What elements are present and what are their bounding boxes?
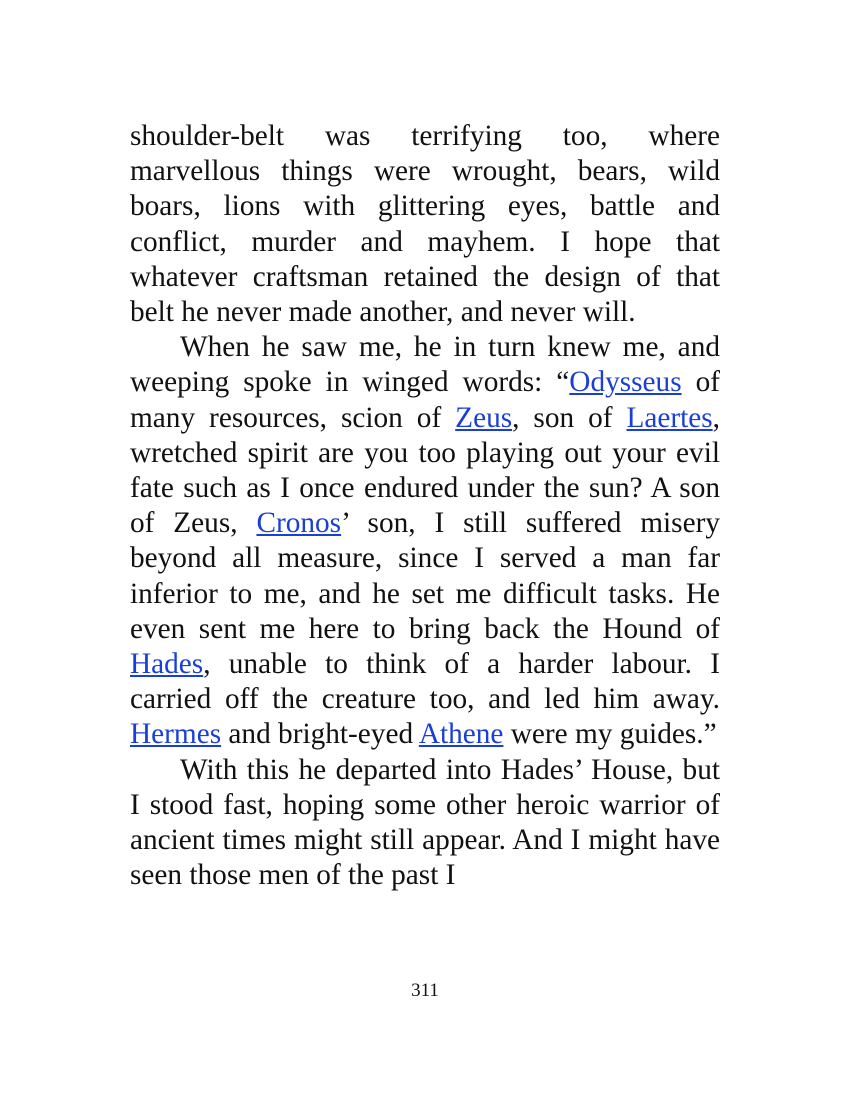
text-run: of many resources, scion of [130, 366, 720, 434]
link-cronos[interactable]: Cronos [256, 507, 342, 540]
link-hermes[interactable]: Hermes [130, 718, 222, 751]
link-zeus[interactable]: Zeus [455, 401, 513, 434]
text-run: and bright-eyed [221, 718, 419, 751]
paragraph-continued [130, 119, 720, 330]
body-text [130, 119, 720, 893]
paragraph-departure [130, 753, 720, 894]
paragraph-text: With this he departed into Hades’ House, but I stood fast, hoping some other heroic warrior of ancient times might still appear. And I might have seen those men of the past I [130, 753, 720, 892]
link-athene[interactable]: Athene [418, 718, 504, 751]
text-run: ’ son, I still suffered misery beyond all measure, since I served a man far inferior to me, and he set me difficult tasks. He even sent me here to bring back the Hound of [130, 507, 720, 645]
text-run: , wretched spirit are you too playing out your evil fate such as I once endured under the sun? A son of Zeus, [130, 401, 720, 540]
paragraph-text: shoulder-belt was terrifying too, where marvellous things were wrought, bears, wild boars, lions with glittering eyes, battle and conflict, murder and mayhem. I hope that whatever craftsman retained the design of that belt he never made another, and never will. [130, 120, 720, 329]
link-odysseus[interactable]: Odysseus [569, 366, 682, 399]
paragraph-herakles-speech [130, 330, 720, 752]
text-run: , unable to think of a harder labour. I carried off the creature too, and led him away. [130, 648, 720, 716]
text-run: When he saw me, he in turn knew me, and weeping spoke in winged words: “ [130, 331, 720, 399]
text-run: , son of [512, 401, 627, 434]
text-run: were my guides.” [503, 718, 717, 751]
link-hades[interactable]: Hades [130, 648, 204, 681]
page-number: 311 [411, 980, 439, 1001]
link-laertes[interactable]: Laertes [626, 401, 713, 434]
